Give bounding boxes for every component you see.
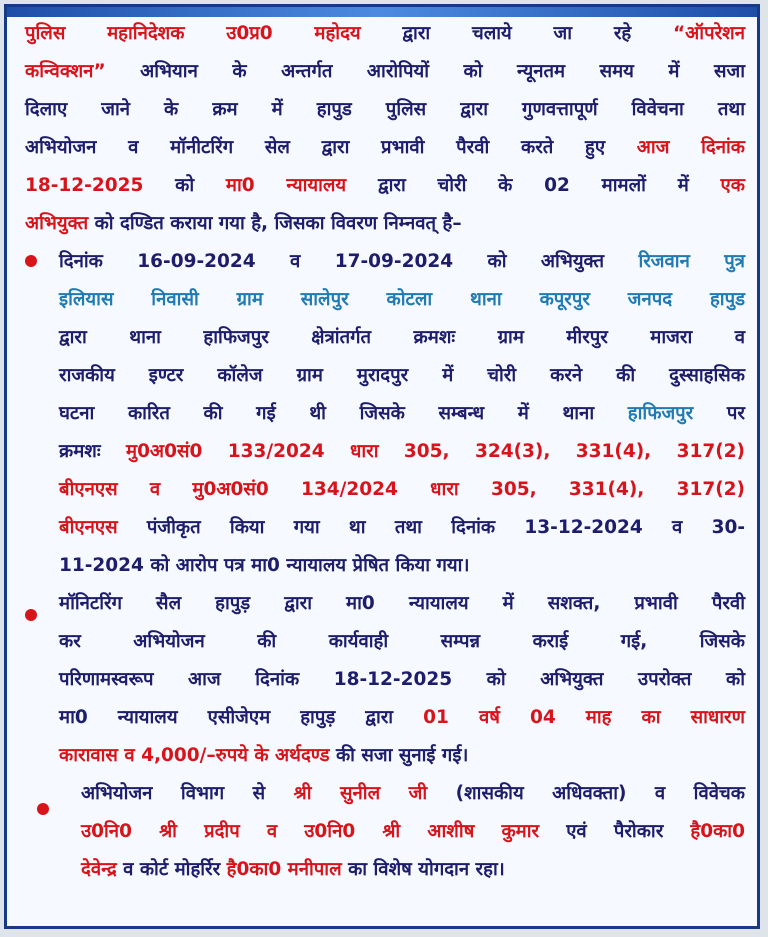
- text-line: [25, 281, 745, 319]
- body-text: मॉनिटरिंग सैल हापुड़ द्वारा मा0 न्यायालय में सशक्त, प्रभावी पैरवी: [59, 593, 745, 614]
- notice-content: [25, 15, 745, 889]
- text-line: [25, 15, 745, 53]
- highlight-text: 18-12-2025: [25, 175, 144, 196]
- body-text: को दण्डित कराया गया है, जिसका विवरण निम्नवत् है–: [88, 213, 462, 234]
- body-text: की सजा सुनाई गई।: [329, 745, 469, 766]
- highlight-text: श्री सुनील जी: [293, 783, 428, 804]
- highlight-text: मु0अ0सं0 133/2024 धारा 305, 324(3), 331(4), 317(2): [126, 441, 745, 462]
- text-line: [25, 813, 745, 851]
- text-line: [25, 395, 745, 433]
- text-line: [25, 699, 745, 737]
- text-line: [25, 737, 745, 775]
- body-text: मा0 न्यायालय एसीजेएम हापुड़ द्वारा: [59, 707, 424, 728]
- highlight-text: बीएनएस व मु0अ0सं0 134/2024 धारा 305, 331(4), 317(2): [59, 479, 745, 500]
- text-line: [25, 433, 745, 471]
- body-text: अभियान के अन्तर्गत आरोपियों को न्यूनतम समय में सजा: [105, 61, 745, 82]
- highlight-text: है0का0: [690, 821, 745, 842]
- body-text: व कोर्ट मोहर्रिर: [116, 859, 227, 880]
- text-line: [25, 585, 745, 623]
- text-line: [25, 53, 745, 91]
- highlight-text: अभियुक्त: [25, 213, 89, 234]
- text-line: [25, 357, 745, 395]
- body-text: द्वारा थाना हाफिजपुर क्षेत्रांतर्गत क्रमशः ग्राम मीरपुर माजरा व: [59, 327, 745, 348]
- text-line: [25, 319, 745, 357]
- text-line: [25, 243, 745, 281]
- intro-paragraph: [25, 15, 745, 243]
- highlight-text: उ0नि0 श्री प्रदीप व उ0नि0 श्री आशीष कुमार: [81, 821, 540, 842]
- notice-frame: [4, 4, 760, 929]
- body-text: एवं पैरोकार: [539, 821, 691, 842]
- text-line: [25, 547, 745, 585]
- body-text: दिनांक 16-09-2024 व 17-09-2024 को अभियुक्त: [59, 251, 639, 272]
- highlight-text: पुलिस महानिदेशक उ0प्र0 महोदय: [25, 23, 361, 44]
- highlight-text: 01 वर्ष 04 माह का साधारण: [423, 707, 746, 728]
- body-text: घटना कारित की गई थी जिसके सम्बन्ध में थाना: [59, 403, 628, 424]
- body-text: अभियोजन व मॉनीटरिंग सेल द्वारा प्रभावी पैरवी करते हुए: [25, 137, 637, 158]
- bullet-paragraph-1: [25, 243, 745, 585]
- text-line: [25, 661, 745, 699]
- body-text: को: [143, 175, 226, 196]
- text-line: [25, 91, 745, 129]
- highlight-text: “ऑपरेशन: [672, 23, 745, 44]
- body-text: पंजीकृत किया गया था तथा दिनांक 13-12-2024 व 30-: [117, 517, 745, 538]
- text-line: [25, 623, 745, 661]
- highlight-text: एक: [720, 175, 745, 196]
- highlight-text: आज दिनांक: [636, 137, 745, 158]
- body-text: क्रमशः: [59, 441, 126, 462]
- highlight-text: बीएनएस: [59, 517, 118, 538]
- body-text: 11-2024 को आरोप पत्र मा0 न्यायालय प्रेषित किया गया।: [59, 555, 470, 576]
- body-text: पर: [693, 403, 745, 424]
- name-text: हाफिजपुर: [627, 403, 694, 424]
- body-text: राजकीय इण्टर कॉलेज ग्राम मुरादपुर में चोरी करने की दुस्साहसिक: [59, 365, 745, 386]
- body-text: कर अभियोजन की कार्यवाही सम्पन्न कराई गई, जिसके: [59, 631, 745, 652]
- bullet-paragraph-2: [25, 585, 745, 775]
- body-text: (शासकीय अधिवक्ता) व विवेचक: [427, 783, 745, 804]
- highlight-text: मा0 न्यायालय: [225, 175, 347, 196]
- name-text: रिजवान पुत्र: [638, 251, 745, 272]
- highlight-text: कारावास व 4,000/–रुपये के अर्थदण्ड: [59, 745, 330, 766]
- body-text: का विशेष योगदान रहा।: [341, 859, 505, 880]
- text-line: [25, 851, 745, 889]
- highlight-text: है0का0 मनीपाल: [226, 859, 342, 880]
- body-text: दिलाए जाने के क्रम में हापुड पुलिस द्वारा गुणवत्तापूर्ण विवेचना तथा: [25, 99, 745, 120]
- text-line: [25, 509, 745, 547]
- highlight-text: देवेन्द्र: [81, 859, 117, 880]
- body-text: परिणामस्वरूप आज दिनांक 18-12-2025 को अभियुक्त उपरोक्त को: [59, 669, 745, 690]
- text-line: [25, 167, 745, 205]
- body-text: द्वारा चलाये जा रहे: [360, 23, 673, 44]
- text-line: [25, 205, 745, 243]
- text-line: [25, 129, 745, 167]
- name-text: इलियास निवासी ग्राम सालेपुर कोटला थाना कपूरपुर जनपद हापुड: [59, 289, 745, 310]
- body-text: अभियोजन विभाग से: [81, 783, 294, 804]
- text-line: [25, 775, 745, 813]
- highlight-text: कन्विक्शन”: [25, 61, 106, 82]
- bullet-paragraph-3: [25, 775, 745, 889]
- text-line: [25, 471, 745, 509]
- body-text: द्वारा चोरी के 02 मामलों में: [346, 175, 721, 196]
